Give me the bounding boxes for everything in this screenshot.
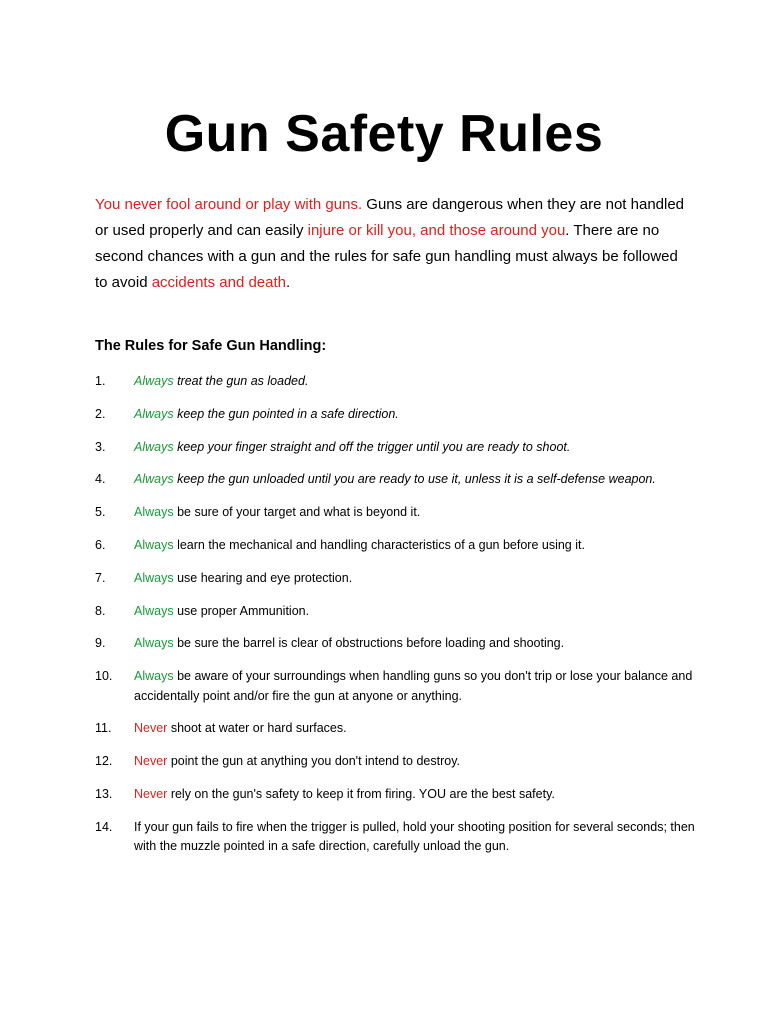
rule-number: 10. bbox=[95, 669, 113, 684]
rule-item bbox=[95, 752, 695, 772]
intro-text-2: . There are no second chances with a gun and the rules for safe gun handling must always be followed to avoid bbox=[95, 222, 678, 291]
rule-keyword: Never bbox=[134, 754, 168, 769]
rule-keyword: Never bbox=[134, 721, 168, 736]
rule-item bbox=[95, 785, 695, 805]
rule-keyword: Never bbox=[134, 787, 168, 802]
rule-body: If your gun fails to fire when the trigger is pulled, hold your shooting position for several seconds; then with the muzzle pointed in a safe direction, carefully unload the gun. bbox=[134, 819, 695, 854]
rule-text bbox=[134, 604, 309, 618]
rule-item bbox=[95, 536, 695, 556]
rule-text bbox=[134, 472, 656, 486]
intro-text-3: . bbox=[286, 274, 291, 291]
rule-item bbox=[95, 372, 695, 392]
page-title: Gun Safety Rules bbox=[164, 105, 604, 163]
rule-number: 1. bbox=[95, 374, 106, 388]
rule-item bbox=[95, 667, 695, 706]
intro-text-1: Guns are dangerous when they are not handled or used properly and can easily bbox=[95, 196, 685, 239]
rule-text bbox=[134, 440, 570, 454]
rule-body: learn the mechanical and handling characteristics of a gun before using it. bbox=[173, 537, 585, 552]
intro-paragraph bbox=[95, 192, 685, 296]
rule-number: 5. bbox=[95, 505, 106, 520]
rule-body: point the gun at anything you don't intend to destroy. bbox=[167, 754, 460, 769]
rule-text bbox=[134, 787, 555, 801]
rule-item bbox=[95, 438, 695, 458]
rule-text bbox=[134, 754, 460, 768]
rule-item bbox=[95, 602, 695, 622]
rule-body: keep the gun unloaded until you are ready to use it, unless it is a self-defense weapon. bbox=[173, 472, 656, 487]
rule-item bbox=[95, 405, 695, 425]
rule-number: 12. bbox=[95, 754, 113, 769]
intro-accidents-warning: accidents and death bbox=[151, 274, 286, 291]
rule-keyword: Always bbox=[134, 570, 174, 585]
rule-keyword: Always bbox=[134, 636, 174, 651]
rule-keyword: Always bbox=[134, 603, 174, 618]
rule-body: use proper Ammunition. bbox=[173, 603, 310, 618]
rule-body: keep the gun pointed in a safe direction. bbox=[173, 406, 399, 421]
rule-number: 8. bbox=[95, 603, 106, 618]
rule-body: be sure the barrel is clear of obstructions before loading and shooting. bbox=[173, 636, 565, 651]
rule-keyword: Always bbox=[134, 537, 174, 552]
rules-heading: The Rules for Safe Gun Handling: bbox=[95, 338, 327, 354]
rule-number: 2. bbox=[95, 406, 106, 421]
rule-item bbox=[95, 818, 695, 857]
rule-keyword: Always bbox=[134, 669, 174, 684]
rule-text bbox=[134, 721, 347, 735]
rule-body: keep your finger straight and off the trigger until you are ready to shoot. bbox=[173, 439, 571, 454]
rule-item bbox=[95, 503, 695, 523]
rule-text bbox=[134, 571, 352, 585]
rule-body: rely on the gun's safety to keep it from firing. YOU are the best safety. bbox=[167, 787, 555, 802]
rule-number: 7. bbox=[95, 570, 106, 585]
rule-text bbox=[134, 505, 420, 519]
rule-text bbox=[134, 820, 695, 854]
rule-body: be aware of your surroundings when handling guns so you don't trip or lose your balance and accidentally point and/or fire the gun at anyone or anything. bbox=[134, 669, 693, 703]
rule-keyword: Always bbox=[134, 406, 174, 421]
rule-text bbox=[134, 669, 692, 703]
rule-keyword: Always bbox=[134, 472, 174, 487]
rule-number: 6. bbox=[95, 537, 106, 552]
intro-injury-warning: injure or kill you, and those around you bbox=[307, 222, 566, 239]
rule-keyword: Always bbox=[134, 374, 174, 388]
rule-body: be sure of your target and what is beyond it. bbox=[173, 505, 421, 520]
rule-text bbox=[134, 407, 399, 421]
rule-item bbox=[95, 719, 695, 739]
rule-text bbox=[134, 374, 308, 388]
rule-number: 14. bbox=[95, 819, 113, 834]
rule-number: 4. bbox=[95, 472, 106, 487]
rule-number: 11. bbox=[95, 721, 112, 736]
rule-body: shoot at water or hard surfaces. bbox=[167, 721, 347, 736]
rule-number: 9. bbox=[95, 636, 106, 651]
rule-body: use hearing and eye protection. bbox=[173, 570, 353, 585]
rule-item bbox=[95, 569, 695, 589]
rule-item bbox=[95, 634, 695, 654]
rule-number: 13. bbox=[95, 787, 113, 802]
rule-keyword: Always bbox=[134, 439, 174, 454]
rule-text bbox=[134, 538, 585, 552]
rule-number: 3. bbox=[95, 439, 106, 454]
rule-item bbox=[95, 470, 695, 490]
intro-warning: You never fool around or play with guns. bbox=[95, 196, 363, 213]
rules-list bbox=[95, 372, 695, 870]
rule-keyword: Always bbox=[134, 505, 174, 520]
rule-body: treat the gun as loaded. bbox=[173, 374, 309, 388]
rule-text bbox=[134, 636, 564, 650]
